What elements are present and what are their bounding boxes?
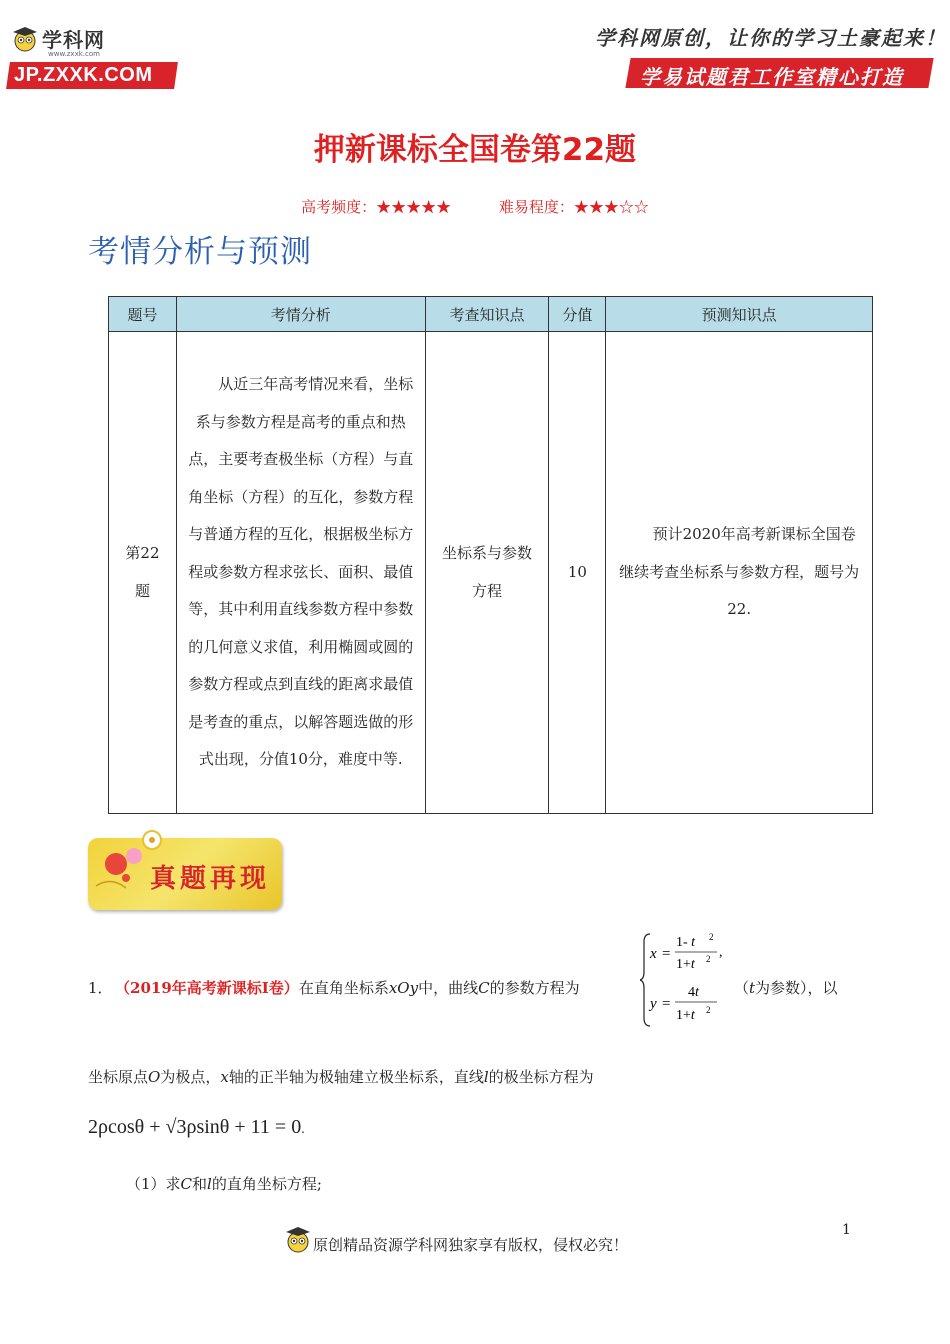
svg-text:x: x [650,946,657,962]
studio-text: 学易试题君工作室精心打造 [640,65,904,89]
polar-equation: 2ρcosθ + √3ρsinθ + 11 = 0. [88,1116,305,1138]
logo-url[interactable]: JP.ZXXK.COM [14,64,153,86]
exam-frequency: 高考频度：★★★★★ [301,198,452,216]
svg-text:1- t: 1- t [676,935,696,950]
parametric-equation [640,932,740,1028]
difficulty-level: 难易程度：★★★☆☆ [498,198,649,216]
svg-text:=: = [662,996,671,1012]
svg-text:2: 2 [709,932,714,942]
header-slogan: 学科网原创，让你的学习土豪起来！ [595,26,947,50]
question-part-1: （1）求C和l的直角坐标方程; [126,1175,322,1193]
question-line-2: 坐标原点O为极点，x轴的正半轴为极轴建立极坐标系，直线l的极坐标方程为 [88,1068,594,1086]
frequency-line [0,196,950,217]
footer-mascot-icon [283,1222,313,1262]
cell-question-number: 第22题 [109,332,177,814]
question-number: 1． [88,979,113,997]
badge-text: 真题再现 [150,864,271,894]
question-line-1: 1． （2019年高考新课标Ⅰ卷）在直角坐标系xOy中，曲线C的参数方程为 [88,979,580,997]
svg-text:y: y [650,996,657,1012]
svg-text:1+t: 1+t [676,957,695,972]
header-knowledge-point: 考查知识点 [425,297,549,332]
cell-prediction: 预计2020年高考新课标全国卷继续考查坐标系与参数方程，题号为22. [606,332,873,814]
svg-text:1+t: 1+t [676,1008,695,1023]
page-number: 1 [842,1222,851,1238]
svg-text:2: 2 [706,954,711,964]
svg-text:,: , [719,945,723,960]
table-header-row [109,297,873,332]
logo-small-url: www.zxxk.com [48,50,100,58]
footer-copyright: 原创精品资源学科网独家享有版权，侵权必究！ [313,1236,629,1254]
svg-text:2: 2 [706,1005,711,1015]
svg-text:4t: 4t [688,985,699,1000]
header-prediction: 预测知识点 [606,297,873,332]
svg-text:=: = [662,946,671,962]
page-title: 押新课标全国卷第22题 [313,132,637,168]
header-analysis: 考情分析 [176,297,425,332]
cell-score: 10 [549,332,606,814]
header-question-number: 题号 [109,297,177,332]
question-source: （2019年高考新课标Ⅰ卷） [122,979,299,997]
parameter-note: （t为参数），以 [734,979,838,997]
mascot-logo-icon [10,24,40,54]
header-score: 分值 [549,297,606,332]
cell-knowledge: 坐标系与参数方程 [425,332,549,814]
section-heading: 考情分析与预测 [88,234,312,270]
analysis-table [108,296,873,814]
logo-text: 学科网 [42,28,105,52]
table-row [109,332,873,814]
cell-analysis: 从近三年高考情况来看，坐标系与参数方程是高考的重点和热点，主要考查极坐标（方程）与直角坐标（方程）的互化，参数方程与普通方程的互化，根据极坐标方程或参数方程求弦长、面积、最值等，其中利用直线参数方程中参数的几何意义求值，利用椭圆或圆的参数方程或点到直线的距离求最值是考查的重点，以解答题选做的形式出现，分值10分，难度中等. [176,332,425,814]
